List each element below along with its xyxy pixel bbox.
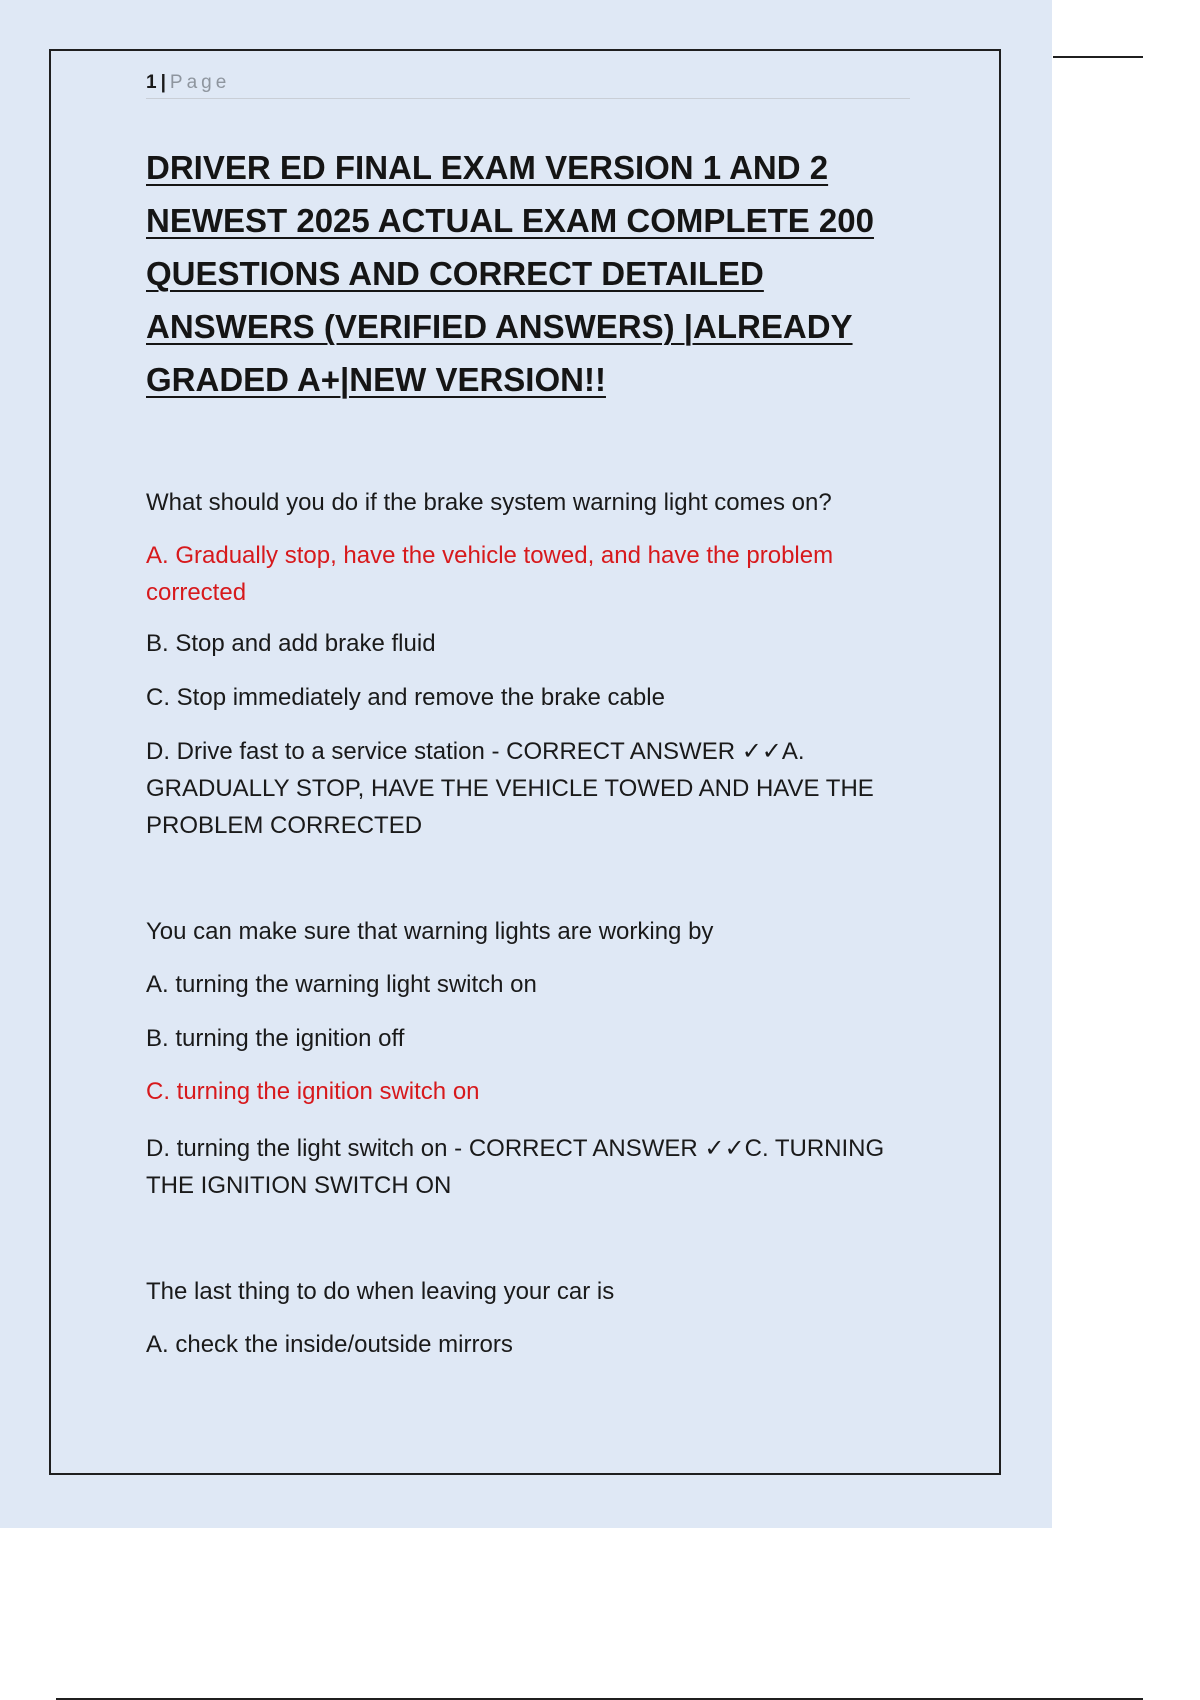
- page-number-header: [146, 72, 910, 99]
- question-block: [146, 1273, 916, 1363]
- page-number-separator: |: [160, 72, 166, 93]
- page-number: 1: [146, 72, 157, 93]
- option-a-highlighted: A. Gradually stop, have the vehicle towed, and have the problem corrected: [146, 542, 834, 606]
- document-content: [146, 72, 916, 1363]
- question-text: The last thing to do when leaving your car is: [146, 1278, 615, 1305]
- question-block: [146, 484, 916, 844]
- option-c: C. Stop immediately and remove the brake cable: [146, 684, 665, 711]
- header-rule: [1053, 56, 1143, 58]
- option-b: B. turning the ignition off: [146, 1025, 405, 1052]
- document-title: DRIVER ED FINAL EXAM VERSION 1 AND 2 NEWEST 2025 ACTUAL EXAM COMPLETE 200 QUESTIONS AND CORRECT DETAILED ANSWERS (VERIFIED ANSWERS) |ALREADY GRADED A+|NEW VERSION!!: [146, 149, 874, 398]
- page-word: Page: [169, 72, 231, 93]
- question-block: [146, 913, 916, 1204]
- option-b: B. Stop and add brake fluid: [146, 630, 436, 657]
- option-c-highlighted: C. turning the ignition switch on: [146, 1078, 480, 1105]
- option-a: A. check the inside/outside mirrors: [146, 1331, 513, 1358]
- question-text: What should you do if the brake system warning light comes on?: [146, 489, 832, 516]
- option-d-with-answer: D. Drive fast to a service station - CORRECT ANSWER ✓✓A. GRADUALLY STOP, HAVE THE VEHICLE TOWED AND HAVE THE PROBLEM CORRECTED: [146, 738, 874, 839]
- question-text: You can make sure that warning lights are working by: [146, 918, 714, 945]
- option-d-with-answer: D. turning the light switch on - CORRECT ANSWER ✓✓C. TURNING THE IGNITION SWITCH ON: [146, 1135, 885, 1199]
- option-a: A. turning the warning light switch on: [146, 971, 537, 998]
